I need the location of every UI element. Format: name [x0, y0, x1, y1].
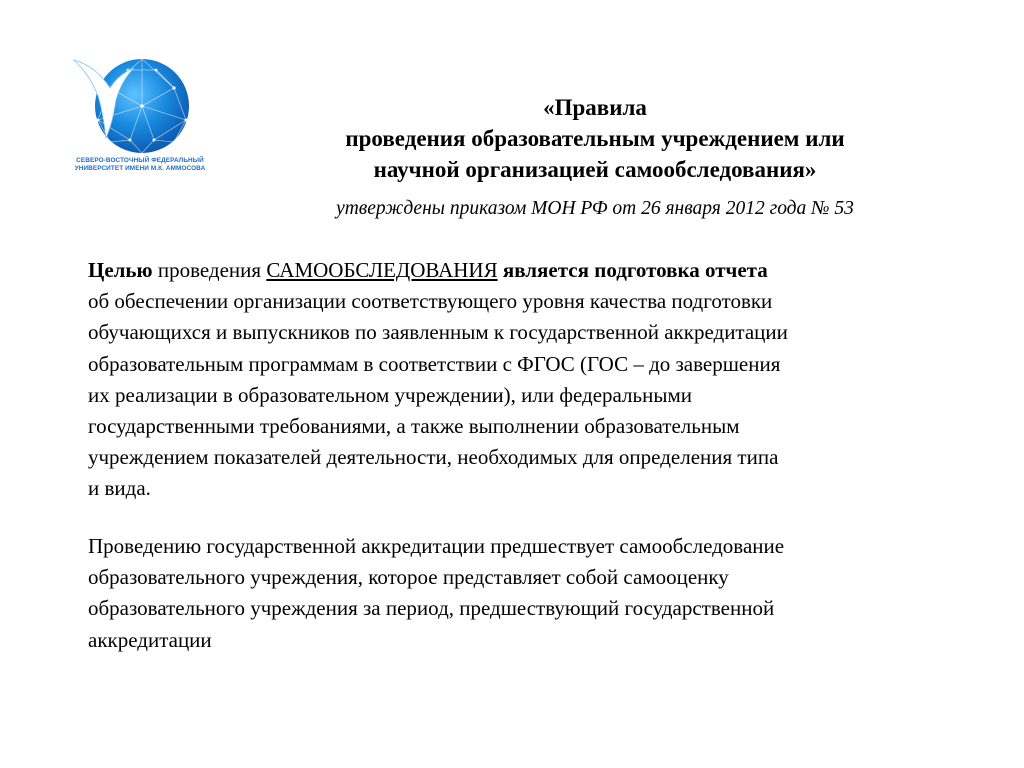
paragraph-line: Проведению государственной аккредитации предшествует самообследование: [88, 534, 785, 558]
paragraph-line: образовательного учреждения за период, предшествующий государственной: [88, 596, 775, 621]
paragraph-line: образовательного учреждения, которое представляет собой самооценку: [88, 565, 729, 590]
lead-underlined-term: САМООБСЛЕДОВАНИЯ: [266, 258, 498, 282]
paragraph-line: об обеспечении организации соответствующего уровня качества подготовки: [88, 289, 773, 314]
logo-caption: [73, 157, 207, 173]
lead-bold-word: Целью: [88, 258, 153, 282]
paragraph-line: их реализации в образовательном учреждении), или федеральными: [88, 382, 692, 407]
lead-plain-text: проведения: [152, 258, 267, 282]
logo-caption-line-2: УНИВЕРСИТЕТ ИМЕНИ М.К. АММОСОВА: [74, 165, 206, 172]
paragraph-line: образовательным программам в соответствии с ФГОС (ГОС – до завершения: [88, 351, 781, 376]
university-logo: [70, 48, 210, 173]
paragraph-line: государственными требованиями, а также выполнении образовательным: [88, 414, 740, 439]
title-line-1: «Правила: [543, 95, 647, 120]
lead-bold-end: является подготовка отчета: [502, 258, 768, 282]
paragraph-line: аккредитации: [88, 627, 212, 652]
paragraph-accreditation: [88, 531, 948, 656]
paragraph-line: и вида.: [88, 476, 151, 501]
globe-bird-emblem: [70, 48, 210, 158]
document-subtitle: утверждены приказом МОН РФ от 26 января 2012 года № 53: [336, 198, 854, 219]
paragraph-line: обучающихся и выпускников по заявленным к государственной аккредитации: [88, 320, 788, 345]
document-title: [250, 92, 940, 185]
title-line-3: научной организацией самообследования»: [373, 157, 817, 182]
logo-caption-line-1: СЕВЕРО-ВОСТОЧНЫЙ ФЕДЕРАЛЬНЫЙ: [76, 157, 204, 164]
paragraph-purpose: [88, 255, 948, 505]
title-line-2: проведения образовательным учреждением или: [345, 126, 845, 151]
paragraph-lead-line: [88, 255, 948, 286]
paragraph-line: учреждением показателей деятельности, необходимых для определения типа: [88, 445, 779, 470]
